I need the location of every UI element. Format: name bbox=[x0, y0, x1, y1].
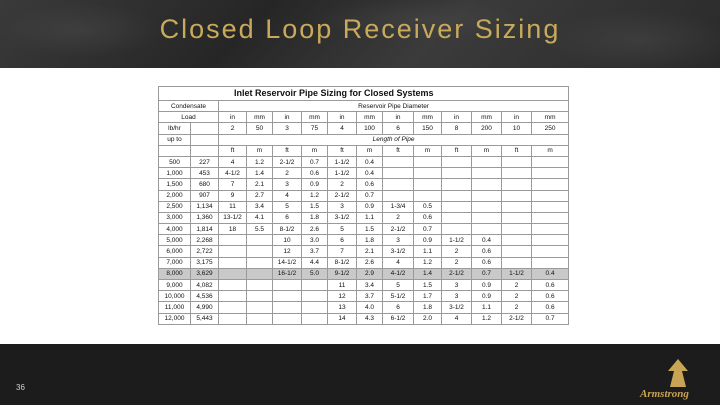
size-cell: 4 bbox=[328, 123, 357, 134]
length-cell: 1.8 bbox=[414, 302, 442, 313]
length-cell: 1.2 bbox=[302, 190, 328, 201]
length-unit-cell: ft bbox=[273, 145, 302, 156]
size-cell: 50 bbox=[247, 123, 273, 134]
length-cell bbox=[472, 224, 502, 235]
length-cell: 0.4 bbox=[532, 268, 569, 279]
length-unit-cell: m bbox=[414, 145, 442, 156]
length-cell: 7 bbox=[328, 246, 357, 257]
size-cell: 250 bbox=[532, 123, 569, 134]
length-cell bbox=[472, 201, 502, 212]
length-cell: 0.9 bbox=[414, 235, 442, 246]
table-row bbox=[159, 201, 569, 212]
length-cell: 2.1 bbox=[247, 179, 273, 190]
length-cell bbox=[247, 257, 273, 268]
load-cell: 1,000 bbox=[159, 168, 191, 179]
load-cell: 227 bbox=[191, 156, 219, 167]
length-cell bbox=[414, 179, 442, 190]
length-cell: 1.4 bbox=[414, 268, 442, 279]
load-cell: 8,000 bbox=[159, 268, 191, 279]
unit-cell: mm bbox=[302, 112, 328, 123]
load-cell: 11,000 bbox=[159, 302, 191, 313]
length-unit-cell: m bbox=[247, 145, 273, 156]
load-cell: 7,000 bbox=[159, 257, 191, 268]
length-cell: 1.5 bbox=[302, 201, 328, 212]
size-cell: 8 bbox=[442, 123, 472, 134]
size-cell: 2 bbox=[219, 123, 247, 134]
length-cell bbox=[442, 201, 472, 212]
length-cell: 2.6 bbox=[357, 257, 383, 268]
length-cell: 6 bbox=[328, 235, 357, 246]
length-cell: 3.7 bbox=[302, 246, 328, 257]
load-cell: 3,175 bbox=[191, 257, 219, 268]
length-cell: 3.4 bbox=[357, 280, 383, 291]
length-cell: 18 bbox=[219, 224, 247, 235]
length-cell: 1-1/2 bbox=[442, 235, 472, 246]
length-cell: 4.4 bbox=[302, 257, 328, 268]
length-cell: 6 bbox=[383, 302, 414, 313]
length-cell: 5 bbox=[383, 280, 414, 291]
length-cell bbox=[472, 168, 502, 179]
size-cell: 200 bbox=[472, 123, 502, 134]
length-cell bbox=[219, 246, 247, 257]
load-cell: 2,268 bbox=[191, 235, 219, 246]
length-cell bbox=[247, 313, 273, 324]
length-cell bbox=[219, 268, 247, 279]
length-cell bbox=[302, 302, 328, 313]
length-cell: 0.4 bbox=[357, 168, 383, 179]
length-cell bbox=[383, 190, 414, 201]
length-cell bbox=[383, 156, 414, 167]
length-cell: 0.9 bbox=[357, 201, 383, 212]
load-cell: 680 bbox=[191, 179, 219, 190]
footer bbox=[0, 344, 720, 405]
page-number: 36 bbox=[16, 383, 25, 392]
length-cell: 1.1 bbox=[357, 212, 383, 223]
length-cell: 0.6 bbox=[532, 302, 569, 313]
length-cell: 2.1 bbox=[357, 246, 383, 257]
length-cell: 5 bbox=[328, 224, 357, 235]
sizing-table-container bbox=[158, 86, 568, 342]
length-cell: 4.0 bbox=[357, 302, 383, 313]
length-cell: 16-1/2 bbox=[273, 268, 302, 279]
length-cell: 4 bbox=[273, 190, 302, 201]
length-cell bbox=[247, 280, 273, 291]
length-cell bbox=[247, 235, 273, 246]
upto-label: up to bbox=[159, 134, 191, 145]
length-cell bbox=[502, 246, 532, 257]
length-cell: 3 bbox=[328, 201, 357, 212]
length-cell: 1-1/2 bbox=[328, 156, 357, 167]
length-cell: 1.1 bbox=[472, 302, 502, 313]
load-cell: 9,000 bbox=[159, 280, 191, 291]
load-cell: 2,000 bbox=[159, 190, 191, 201]
length-unit-cell: m bbox=[472, 145, 502, 156]
length-cell: 2 bbox=[442, 257, 472, 268]
length-cell: 12 bbox=[273, 246, 302, 257]
load-cell: 6,000 bbox=[159, 246, 191, 257]
length-cell: 3-1/2 bbox=[328, 212, 357, 223]
load-cell: 12,000 bbox=[159, 313, 191, 324]
length-cell: 0.7 bbox=[532, 313, 569, 324]
load-cell: 4,990 bbox=[191, 302, 219, 313]
length-cell bbox=[532, 246, 569, 257]
length-cell: 3-1/2 bbox=[442, 302, 472, 313]
length-cell: 6-1/2 bbox=[383, 313, 414, 324]
length-cell: 0.6 bbox=[472, 246, 502, 257]
length-cell: 4.3 bbox=[357, 313, 383, 324]
load-cell: 1,814 bbox=[191, 224, 219, 235]
length-cell: 2.9 bbox=[357, 268, 383, 279]
table-row bbox=[159, 190, 569, 201]
table-row bbox=[159, 224, 569, 235]
length-cell: 1-3/4 bbox=[383, 201, 414, 212]
unit-cell: in bbox=[502, 112, 532, 123]
length-cell: 3.4 bbox=[247, 201, 273, 212]
load-label: Load bbox=[159, 112, 219, 123]
length-label: Length of Pipe bbox=[219, 134, 569, 145]
length-cell: 1.5 bbox=[357, 224, 383, 235]
length-cell: 1.8 bbox=[302, 212, 328, 223]
length-cell: 11 bbox=[328, 280, 357, 291]
length-cell: 2-1/2 bbox=[273, 156, 302, 167]
slide-content bbox=[0, 68, 720, 344]
length-cell bbox=[442, 168, 472, 179]
length-cell: 1.8 bbox=[357, 235, 383, 246]
length-cell: 2-1/2 bbox=[328, 190, 357, 201]
length-cell bbox=[532, 190, 569, 201]
length-cell bbox=[532, 168, 569, 179]
length-cell: 0.6 bbox=[532, 291, 569, 302]
table-title: Inlet Reservoir Pipe Sizing for Closed Systems bbox=[159, 87, 569, 101]
length-cell bbox=[219, 313, 247, 324]
length-cell: 8-1/2 bbox=[273, 224, 302, 235]
length-cell: 12 bbox=[328, 291, 357, 302]
length-cell bbox=[302, 291, 328, 302]
unit-cell: in bbox=[442, 112, 472, 123]
table-row bbox=[159, 313, 569, 324]
length-cell bbox=[219, 302, 247, 313]
length-cell: 0.7 bbox=[472, 268, 502, 279]
length-cell bbox=[472, 156, 502, 167]
length-cell: 2.6 bbox=[302, 224, 328, 235]
length-cell: 2-1/2 bbox=[383, 224, 414, 235]
unit-cell: mm bbox=[414, 112, 442, 123]
length-cell bbox=[219, 257, 247, 268]
length-cell bbox=[532, 224, 569, 235]
length-cell: 4-1/2 bbox=[219, 168, 247, 179]
length-cell bbox=[502, 179, 532, 190]
table-row bbox=[159, 302, 569, 313]
length-cell: 0.6 bbox=[472, 257, 502, 268]
length-cell: 13-1/2 bbox=[219, 212, 247, 223]
length-cell: 1.5 bbox=[414, 280, 442, 291]
length-cell: 3 bbox=[383, 235, 414, 246]
length-cell bbox=[247, 291, 273, 302]
length-cell: 2 bbox=[273, 168, 302, 179]
table-row bbox=[159, 280, 569, 291]
length-cell bbox=[532, 156, 569, 167]
load-cell: 2,722 bbox=[191, 246, 219, 257]
unit-cell: mm bbox=[472, 112, 502, 123]
load-cell: 4,082 bbox=[191, 280, 219, 291]
length-cell: 6 bbox=[273, 212, 302, 223]
length-cell bbox=[502, 235, 532, 246]
length-unit-cell: ft bbox=[219, 145, 247, 156]
length-cell: 0.9 bbox=[472, 291, 502, 302]
length-cell bbox=[532, 235, 569, 246]
load-cell: 4,000 bbox=[159, 224, 191, 235]
table-row bbox=[159, 257, 569, 268]
unit-cell: in bbox=[383, 112, 414, 123]
table-row bbox=[159, 291, 569, 302]
table-row bbox=[159, 212, 569, 223]
length-unit-cell: ft bbox=[442, 145, 472, 156]
length-cell bbox=[273, 280, 302, 291]
length-cell: 0.7 bbox=[302, 156, 328, 167]
length-cell: 1.1 bbox=[414, 246, 442, 257]
length-cell: 8-1/2 bbox=[328, 257, 357, 268]
length-cell: 0.7 bbox=[414, 224, 442, 235]
size-cell: 75 bbox=[302, 123, 328, 134]
load-cell: 4,536 bbox=[191, 291, 219, 302]
length-cell: 5-1/2 bbox=[383, 291, 414, 302]
length-cell bbox=[532, 257, 569, 268]
length-cell: 0.6 bbox=[302, 168, 328, 179]
length-cell bbox=[502, 168, 532, 179]
length-cell: 3 bbox=[442, 280, 472, 291]
length-unit-cell: m bbox=[302, 145, 328, 156]
length-cell: 11 bbox=[219, 201, 247, 212]
load-cell: 2,500 bbox=[159, 201, 191, 212]
length-cell: 0.4 bbox=[472, 235, 502, 246]
length-cell bbox=[273, 291, 302, 302]
length-cell bbox=[502, 201, 532, 212]
length-cell: 13 bbox=[328, 302, 357, 313]
length-cell: 2 bbox=[502, 302, 532, 313]
length-cell: 4.1 bbox=[247, 212, 273, 223]
length-unit-cell: ft bbox=[383, 145, 414, 156]
length-cell bbox=[502, 257, 532, 268]
length-cell: 2.7 bbox=[247, 190, 273, 201]
length-cell bbox=[502, 156, 532, 167]
load-cell: 5,443 bbox=[191, 313, 219, 324]
unit-cell: mm bbox=[247, 112, 273, 123]
length-cell: 2-1/2 bbox=[442, 268, 472, 279]
length-cell: 2 bbox=[502, 291, 532, 302]
length-cell bbox=[414, 168, 442, 179]
length-cell: 3 bbox=[273, 179, 302, 190]
unit-cell: in bbox=[273, 112, 302, 123]
length-cell: 0.6 bbox=[414, 212, 442, 223]
length-cell: 9-1/2 bbox=[328, 268, 357, 279]
length-cell: 0.4 bbox=[357, 156, 383, 167]
unit-cell: mm bbox=[532, 112, 569, 123]
length-cell bbox=[442, 212, 472, 223]
length-cell: 1-1/2 bbox=[328, 168, 357, 179]
length-cell bbox=[383, 179, 414, 190]
length-cell: 5.5 bbox=[247, 224, 273, 235]
unit-cell: in bbox=[219, 112, 247, 123]
length-cell: 5.0 bbox=[302, 268, 328, 279]
length-cell: 0.6 bbox=[357, 179, 383, 190]
length-cell: 1.2 bbox=[414, 257, 442, 268]
length-cell: 0.9 bbox=[472, 280, 502, 291]
table-row bbox=[159, 268, 569, 279]
length-cell: 0.7 bbox=[357, 190, 383, 201]
unit-cell: in bbox=[328, 112, 357, 123]
size-cell: 100 bbox=[357, 123, 383, 134]
length-cell: 14 bbox=[328, 313, 357, 324]
length-unit-cell: ft bbox=[502, 145, 532, 156]
length-cell: 4 bbox=[383, 257, 414, 268]
length-cell bbox=[472, 190, 502, 201]
length-cell bbox=[532, 201, 569, 212]
condensate-label: Condensate bbox=[159, 101, 219, 112]
length-cell: 0.6 bbox=[532, 280, 569, 291]
load-cell: 500 bbox=[159, 156, 191, 167]
length-cell bbox=[219, 291, 247, 302]
length-unit-cell: m bbox=[357, 145, 383, 156]
length-cell bbox=[247, 268, 273, 279]
load-cell: 1,360 bbox=[191, 212, 219, 223]
reservoir-label: Reservoir Pipe Diameter bbox=[219, 101, 569, 112]
length-cell bbox=[532, 179, 569, 190]
length-cell bbox=[472, 179, 502, 190]
load-cell: 453 bbox=[191, 168, 219, 179]
table-row bbox=[159, 156, 569, 167]
length-cell: 2 bbox=[328, 179, 357, 190]
table-row bbox=[159, 179, 569, 190]
length-cell bbox=[502, 224, 532, 235]
length-cell: 2 bbox=[383, 212, 414, 223]
load-cell: 3,629 bbox=[191, 268, 219, 279]
length-cell bbox=[247, 246, 273, 257]
length-unit-cell: m bbox=[532, 145, 569, 156]
size-cell: 3 bbox=[273, 123, 302, 134]
unit-cell: mm bbox=[357, 112, 383, 123]
length-cell bbox=[442, 156, 472, 167]
size-cell: 10 bbox=[502, 123, 532, 134]
length-cell: 2.0 bbox=[414, 313, 442, 324]
length-cell bbox=[302, 280, 328, 291]
length-cell: 1.2 bbox=[247, 156, 273, 167]
length-cell bbox=[383, 168, 414, 179]
length-cell: 4-1/2 bbox=[383, 268, 414, 279]
length-cell: 10 bbox=[273, 235, 302, 246]
length-cell: 1.2 bbox=[472, 313, 502, 324]
pipe-sizing-table bbox=[158, 86, 569, 325]
size-cell: 6 bbox=[383, 123, 414, 134]
length-cell bbox=[302, 313, 328, 324]
length-cell: 2 bbox=[442, 246, 472, 257]
kg-label bbox=[191, 123, 219, 134]
lbhr-label: lb/hr bbox=[159, 123, 191, 134]
length-cell bbox=[532, 212, 569, 223]
length-cell: 1.7 bbox=[414, 291, 442, 302]
table-row bbox=[159, 246, 569, 257]
table-row bbox=[159, 168, 569, 179]
length-cell: 5 bbox=[273, 201, 302, 212]
length-cell bbox=[414, 156, 442, 167]
load-cell: 907 bbox=[191, 190, 219, 201]
length-cell: 7 bbox=[219, 179, 247, 190]
length-cell: 2 bbox=[502, 280, 532, 291]
length-cell: 1.4 bbox=[247, 168, 273, 179]
load-cell: 1,500 bbox=[159, 179, 191, 190]
length-cell: 0.5 bbox=[414, 201, 442, 212]
slide-title: Closed Loop Receiver Sizing bbox=[159, 14, 561, 44]
length-cell bbox=[273, 313, 302, 324]
length-cell bbox=[442, 224, 472, 235]
length-cell bbox=[442, 190, 472, 201]
length-cell bbox=[219, 280, 247, 291]
length-cell bbox=[472, 212, 502, 223]
length-cell: 3.0 bbox=[302, 235, 328, 246]
length-cell: 3 bbox=[442, 291, 472, 302]
load-cell: 10,000 bbox=[159, 291, 191, 302]
length-cell bbox=[273, 302, 302, 313]
length-cell: 4 bbox=[219, 156, 247, 167]
logo-text: Armstrong bbox=[640, 388, 689, 400]
length-cell: 0.9 bbox=[302, 179, 328, 190]
length-cell bbox=[247, 302, 273, 313]
length-cell: 1-1/2 bbox=[502, 268, 532, 279]
size-cell: 150 bbox=[414, 123, 442, 134]
load-cell: 1,134 bbox=[191, 201, 219, 212]
length-cell: 3.7 bbox=[357, 291, 383, 302]
length-cell bbox=[502, 212, 532, 223]
length-cell bbox=[442, 179, 472, 190]
load-cell: 5,000 bbox=[159, 235, 191, 246]
length-cell: 2-1/2 bbox=[502, 313, 532, 324]
length-cell: 4 bbox=[442, 313, 472, 324]
load-cell: 3,000 bbox=[159, 212, 191, 223]
table-row bbox=[159, 235, 569, 246]
length-cell bbox=[502, 190, 532, 201]
length-cell: 9 bbox=[219, 190, 247, 201]
length-cell: 3-1/2 bbox=[383, 246, 414, 257]
length-cell: 14-1/2 bbox=[273, 257, 302, 268]
length-cell bbox=[414, 190, 442, 201]
length-unit-cell: ft bbox=[328, 145, 357, 156]
length-cell bbox=[219, 235, 247, 246]
